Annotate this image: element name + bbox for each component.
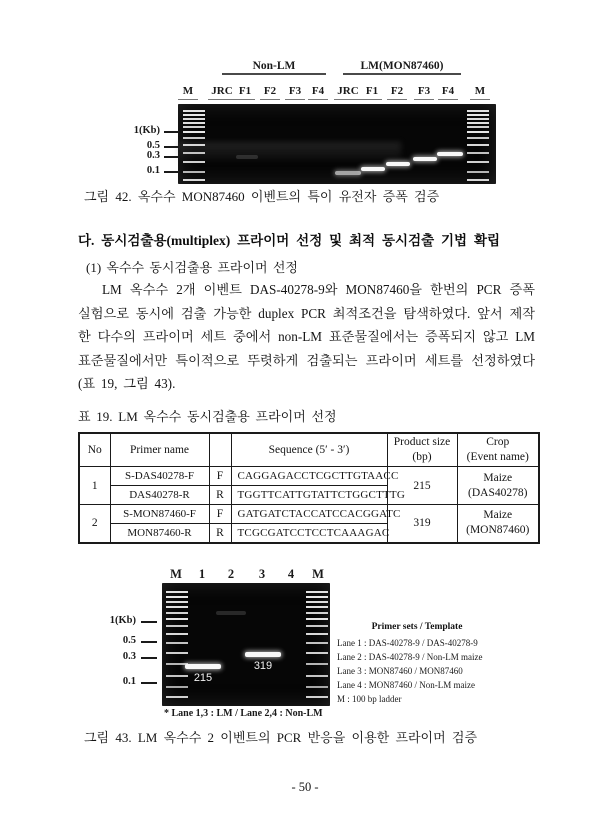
size-tick [141, 682, 157, 684]
dna-band-faint [236, 155, 258, 159]
cell-product-size: 319 [387, 505, 457, 543]
cell-direction: R [209, 486, 231, 505]
cell-sequence: TCGCGATCCTCCTCAAAGAC [231, 524, 387, 543]
gel-lane-label: F4 [438, 85, 458, 100]
size-tick [141, 657, 157, 659]
gel-lane-label: F3 [285, 85, 305, 100]
size-tick [164, 171, 179, 173]
size-label: 0.3 [122, 651, 136, 662]
size-tick [141, 641, 157, 643]
gel-lane-label: 2 [227, 567, 235, 581]
dna-ladder-right [306, 591, 328, 593]
gel-lane-label: 1 [198, 567, 206, 581]
cell-no: 2 [79, 505, 110, 543]
size-label: 0.1 [146, 165, 160, 176]
legend-line: Lane 1 : DAS-40278-9 / DAS-40278-9 [337, 638, 478, 648]
dna-band [335, 171, 361, 175]
dna-band [437, 152, 463, 156]
gel-lane-label: M [170, 567, 182, 581]
cell-sequence: GATGATCTACCATCCACGGATC [231, 505, 387, 524]
size-tick [164, 131, 179, 133]
body-paragraph: LM 옥수수 2개 이벤트 DAS-40278-9와 MON87460을 한번의 PCR 증폭 실험으로 동시에 검출 가능한 duplex PCR 최적조건을 탐색하였다. 앞서 제작한 다수의 프라이머 세트 중에서 non-LM 표준물질에서는 증폭되지 않고 LM 표준물질에서만 특이적으로 뚜렷하게 검출되는 프라이머 세트를 선정하였다(표 19, 그림 43). [78, 282, 535, 392]
band-size-label: 319 [253, 660, 273, 672]
dna-band-319 [245, 652, 281, 657]
gel-lane-label: 4 [287, 567, 295, 581]
legend-line: Lane 4 : MON87460 / Non-LM maize [337, 680, 475, 690]
legend-line: M : 100 bp ladder [337, 694, 402, 704]
gel-lane-label: JRC [208, 85, 236, 100]
gel-lane-label: M [470, 85, 490, 100]
band-size-label: 215 [193, 672, 213, 684]
cell-sequence: TGGTTCATTGTATTCTGGCTTTG [231, 486, 387, 505]
col-header-product [387, 433, 457, 467]
gel-lane-label: F2 [387, 85, 407, 100]
cell-direction: R [209, 524, 231, 543]
size-label: 0.5 [146, 140, 160, 151]
size-label: 0.1 [122, 676, 136, 687]
cell-crop-line1: Maize [483, 509, 513, 522]
legend-line: Lane 3 : MON87460 / MON87460 [337, 666, 463, 676]
gel-haze [178, 142, 401, 163]
col-header-no: No [79, 433, 110, 467]
cell-crop [457, 467, 539, 505]
gel-group-label-nonlm: Non-LM [222, 60, 326, 75]
col-header-dir [209, 433, 231, 467]
legend-title: Primer sets / Template [371, 622, 463, 632]
section-subheading: (1) 옥수수 동시검출용 프라이머 선정 [86, 260, 298, 275]
table-row [79, 505, 539, 524]
size-label: 0.5 [122, 635, 136, 646]
dna-band [386, 162, 410, 166]
dna-band [413, 157, 437, 161]
cell-direction: F [209, 505, 231, 524]
col-header-crop [457, 433, 539, 467]
section-heading: 다. 동시검출용(multiplex) 프라이머 선정 및 최적 동시검출 기법 확립 [78, 233, 501, 248]
size-label: 0.3 [146, 150, 160, 161]
cell-primer-name: MON87460-R [110, 524, 209, 543]
gel-lane-label: F1 [362, 85, 382, 100]
gel-image-43 [162, 583, 330, 706]
cell-primer-name: S-DAS40278-F [110, 467, 209, 486]
page-number: - 50 - [291, 780, 319, 794]
size-tick [164, 146, 179, 148]
dna-band [361, 167, 385, 171]
cell-crop-line2: (DAS40278) [468, 486, 528, 499]
figure-43-caption: 그림 43. LM 옥수수 2 이벤트의 PCR 반응을 이용한 프라이머 검증 [84, 730, 478, 745]
primer-table [78, 432, 540, 544]
legend-line: Lane 2 : DAS-40278-9 / Non-LM maize [337, 652, 483, 662]
figure-42-caption: 그림 42. 옥수수 MON87460 이벤트의 특이 유전자 증폭 검증 [84, 189, 440, 204]
col-header-sequence: Sequence (5′ - 3′) [231, 433, 387, 467]
gel-lane-label: F2 [260, 85, 280, 100]
cell-sequence: CAGGAGACCTCGCTTGTAACC [231, 467, 387, 486]
gel-group-label-lm: LM(MON87460) [343, 60, 461, 75]
gel-lane-label: M [312, 567, 324, 581]
gel-lane-label: F1 [235, 85, 255, 100]
dna-ladder-right [467, 110, 489, 112]
col-header-product-line1: Product size [393, 436, 451, 448]
cell-product-size: 215 [387, 467, 457, 505]
cell-crop-line1: Maize [483, 471, 513, 484]
table-row [79, 467, 539, 486]
size-tick [164, 156, 179, 158]
gel-lane-label: F4 [308, 85, 328, 100]
gel-lane-label: JRC [334, 85, 362, 100]
size-tick [141, 621, 157, 623]
col-header-crop-line2: (Event name) [466, 451, 529, 463]
dna-band-faint [216, 611, 246, 615]
table-title: 표 19. LM 옥수수 동시검출용 프라이머 선정 [78, 409, 337, 424]
col-header-product-line2: (bp) [412, 451, 432, 463]
cell-crop [457, 505, 539, 543]
cell-no: 1 [79, 467, 110, 505]
gel-lane-label: M [178, 85, 198, 100]
cell-primer-name: S-MON87460-F [110, 505, 209, 524]
cell-crop-line2: (MON87460) [466, 524, 530, 537]
size-label: 1(Kb) [109, 615, 136, 626]
col-header-primer: Primer name [110, 433, 209, 467]
gel-lane-label: F3 [414, 85, 434, 100]
cell-primer-name: DAS40278-R [110, 486, 209, 505]
size-label: 1(Kb) [133, 125, 160, 136]
dna-ladder-left [166, 591, 188, 593]
col-header-crop-line1: Crop [486, 436, 510, 448]
dna-band-215 [185, 664, 221, 669]
gel-lane-label: 3 [258, 567, 266, 581]
figure-footnote: * Lane 1,3 : LM / Lane 2,4 : Non-LM [164, 708, 323, 719]
dna-ladder-left [183, 110, 205, 112]
cell-direction: F [209, 467, 231, 486]
